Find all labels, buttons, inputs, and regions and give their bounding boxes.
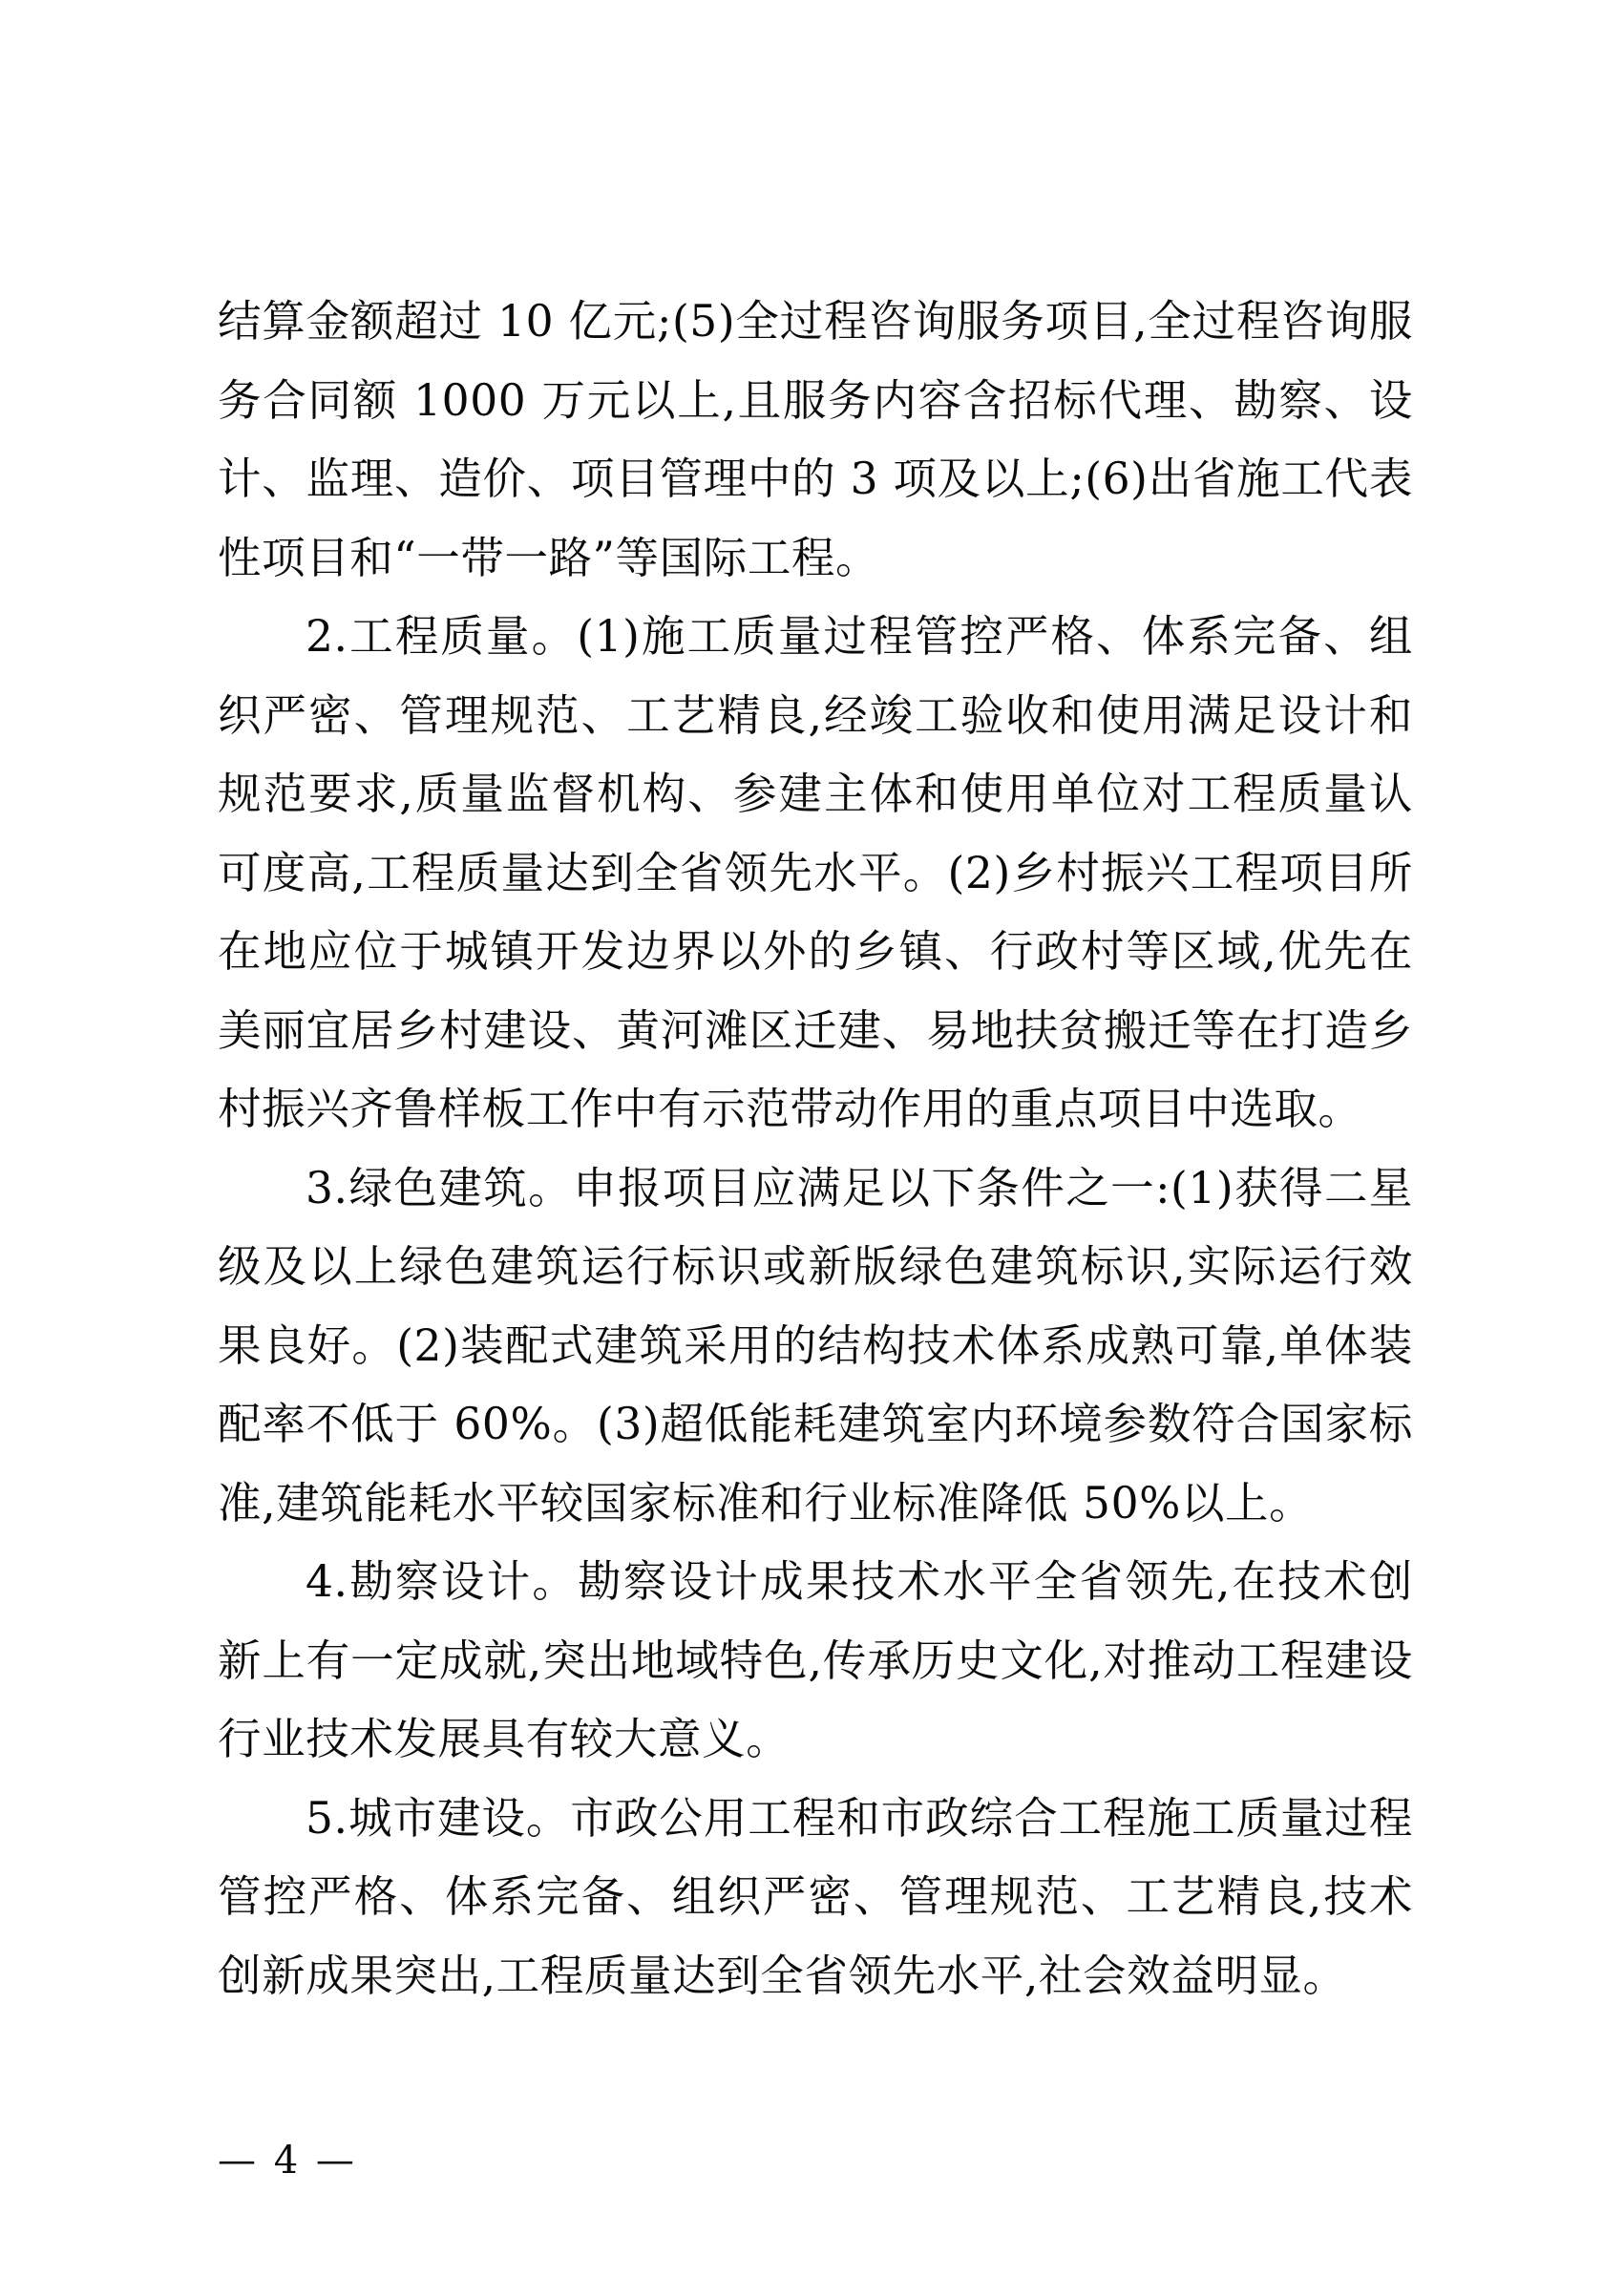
paragraph-item-4-survey-design: 4.勘察设计。勘察设计成果技术水平全省领先,在技术创新上有一定成就,突出地域特色,传承历史文化,对推动工程建设行业技术发展具有较大意义。	[218, 1556, 1413, 1764]
paragraph-item-3-green-building: 3.绿色建筑。申报项目应满足以下条件之一:(1)获得二星级及以上绿色建筑运行标识或新版绿色建筑标识,实际运行效果良好。(2)装配式建筑采用的结构技术体系成熟可靠,单体装配率不低于 60%。(3)超低能耗建筑室内环境参数符合国家标准,建筑能耗水平较国家标准和行业标准降低 50%以上。	[218, 1162, 1413, 1529]
paragraph-item-2-engineering-quality: 2.工程质量。(1)施工质量过程管控严格、体系完备、组织严密、管理规范、工艺精良,经竣工验收和使用满足设计和规范要求,质量监督机构、参建主体和使用单位对工程质量认可度高,工程质量达到全省领先水平。(2)乡村振兴工程项目所在地应位于城镇开发边界以外的乡镇、行政村等区域,优先在美丽宜居乡村建设、黄河滩区迁建、易地扶贫搬迁等在打造乡村振兴齐鲁样板工作中有示范带动作用的重点项目中选取。	[218, 611, 1413, 1134]
page-number: — 4 —	[218, 2139, 357, 2183]
paragraph-item-5-urban-construction: 5.城市建设。市政公用工程和市政综合工程施工质量过程管控严格、体系完备、组织严密、管理规范、工艺精良,技术创新成果突出,工程质量达到全省领先水平,社会效益明显。	[218, 1792, 1413, 2001]
document-body	[218, 283, 1413, 2015]
paragraph-item-1-continued: 结算金额超过 10 亿元;(5)全过程咨询服务项目,全过程咨询服务合同额 1000 万元以上,且服务内容含招标代理、勘察、设计、监理、造价、项目管理中的 3 项及以上;(6)出省施工代表性项目和“一带一路”等国际工程。	[218, 296, 1413, 583]
